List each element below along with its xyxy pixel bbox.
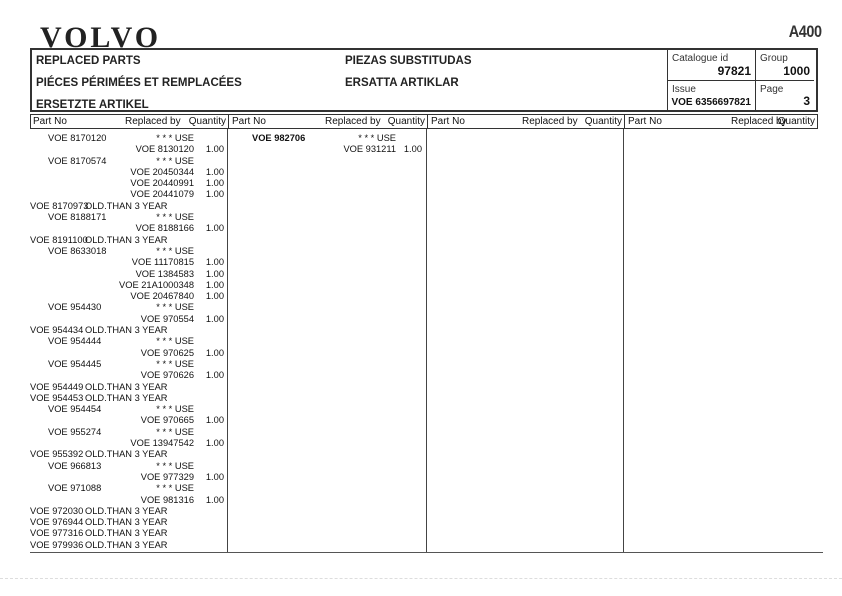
replacement-note: OLD.THAN 3 YEAR <box>85 200 168 211</box>
part-number: VOE 977316 <box>30 528 84 539</box>
table-row <box>30 528 230 539</box>
title-sv: ERSATTA ARTIKLAR <box>345 77 459 89</box>
table-row <box>30 506 230 517</box>
replacement-note: OLD.THAN 3 YEAR <box>85 392 168 403</box>
table-row <box>30 133 230 144</box>
quantity-value: 1.00 <box>205 144 224 155</box>
column-group-2 <box>228 115 427 128</box>
quantity-value: 1.00 <box>205 291 224 302</box>
quantity-value: 1.00 <box>205 438 224 449</box>
table-row <box>30 449 230 460</box>
replaced-by-value: * * * USE <box>156 302 194 313</box>
part-number: VOE 8191100 <box>30 234 88 245</box>
part-number: VOE 954430 <box>48 302 102 313</box>
column-divider <box>426 129 427 552</box>
table-row <box>30 517 230 528</box>
replaced-by-value: * * * USE <box>156 245 194 256</box>
table-row <box>30 189 230 200</box>
quantity-value: 1.00 <box>205 189 224 200</box>
part-number: VOE 954449 <box>30 381 84 392</box>
quantity-value: 1.00 <box>205 370 224 381</box>
part-number: VOE 972030 <box>30 505 84 516</box>
replaced-by-value: * * * USE <box>156 483 194 494</box>
replaced-by-value: VOE 20441079 <box>130 189 194 200</box>
table-row <box>30 393 230 404</box>
replaced-by-header: Replaced by <box>325 116 381 127</box>
table-row <box>30 427 230 438</box>
part-number: VOE 966813 <box>48 460 102 471</box>
replaced-by-value: * * * USE <box>156 133 194 143</box>
table-row <box>30 472 230 483</box>
table-row <box>30 223 230 234</box>
part-number: VOE 976944 <box>30 517 84 528</box>
issue-label: Issue <box>672 84 696 95</box>
issue-cell <box>668 81 756 110</box>
table-bottom-rule <box>30 552 823 553</box>
part-number: VOE 971088 <box>48 483 102 494</box>
table-row <box>30 212 230 223</box>
replaced-by-value: * * * USE <box>156 155 194 166</box>
table-row <box>30 201 230 212</box>
table-row <box>30 404 230 415</box>
title-de: ERSETZTE ARTIKEL <box>36 99 149 111</box>
quantity-value: 1.00 <box>205 415 224 426</box>
replaced-by-value: VOE 13947542 <box>130 438 194 449</box>
document-code: A400 <box>789 22 822 41</box>
replacement-note: OLD.THAN 3 YEAR <box>85 539 168 550</box>
table-row <box>30 370 230 381</box>
issue-value: VOE 6356697821 <box>671 97 751 108</box>
part-number: VOE 8170574 <box>48 155 107 166</box>
replaced-by-value: * * * USE <box>156 460 194 471</box>
table-row <box>30 291 230 302</box>
replaced-by-value: VOE 970626 <box>140 370 194 381</box>
part-number: VOE 955274 <box>48 426 102 437</box>
table-row <box>30 314 230 325</box>
part-no-header: Part No <box>232 116 266 127</box>
title-fr: PIÉCES PÉRIMÉES ET REMPLACÉES <box>36 77 242 89</box>
table-row <box>30 269 230 280</box>
replaced-by-value: VOE 21A1000348 <box>119 279 194 290</box>
table-row <box>30 348 230 359</box>
replaced-by-value: VOE 11170815 <box>131 257 194 268</box>
table-row <box>30 144 230 155</box>
quantity-value: 1.00 <box>205 313 224 324</box>
volvo-logo: VOLVO <box>40 21 162 54</box>
replacement-note: OLD.THAN 3 YEAR <box>85 234 168 245</box>
group-cell <box>756 50 814 81</box>
quantity-value: 1.00 <box>205 494 224 505</box>
part-number: VOE 954453 <box>30 392 84 403</box>
replacement-note: OLD.THAN 3 YEAR <box>85 325 168 336</box>
replaced-by-value: * * * USE <box>156 358 194 369</box>
table-row <box>30 461 230 472</box>
replaced-by-value: VOE 20450344 <box>130 166 194 177</box>
replaced-by-value: VOE 931211 <box>343 144 396 155</box>
part-number: VOE 8188171 <box>48 212 107 223</box>
replaced-by-value: VOE 977329 <box>140 471 194 482</box>
column-group-3 <box>427 115 624 128</box>
table-row <box>30 280 230 291</box>
column-1-list <box>30 133 230 551</box>
catalogue-value: 97821 <box>717 64 751 78</box>
replaced-by-value: VOE 20440991 <box>130 178 194 189</box>
quantity-value: 1.00 <box>205 347 224 358</box>
column-header-row <box>30 114 818 129</box>
quantity-value: 1.00 <box>205 279 224 290</box>
part-number: VOE 979936 <box>30 539 84 550</box>
quantity-header: Quantity <box>387 116 425 127</box>
table-row <box>30 495 230 506</box>
part-number: VOE 954445 <box>48 358 102 369</box>
quantity-value: 1.00 <box>205 471 224 482</box>
replacement-note: OLD.THAN 3 YEAR <box>85 517 168 528</box>
part-number: VOE 8170973 <box>30 200 89 211</box>
part-number: VOE 8633018 <box>48 245 107 256</box>
page-label: Page <box>760 84 784 95</box>
replaced-by-value: VOE 970625 <box>140 347 194 358</box>
column-group-1 <box>31 115 228 128</box>
replaced-by-value: VOE 1384583 <box>135 268 194 279</box>
replaced-by-value: VOE 970554 <box>140 313 194 324</box>
column-divider <box>623 129 624 552</box>
quantity-value: 1.00 <box>403 144 422 155</box>
replaced-by-value: * * * USE <box>358 133 396 143</box>
quantity-header: Quantity <box>584 116 622 127</box>
table-row <box>30 235 230 246</box>
catalogue-label: Catalogue id <box>672 53 729 64</box>
replaced-by-value: VOE 8188166 <box>135 223 194 234</box>
quantity-header: Quantity <box>777 116 815 127</box>
replaced-by-value: * * * USE <box>156 212 194 223</box>
table-row <box>30 382 230 393</box>
part-number: VOE 954434 <box>30 325 84 336</box>
group-label: Group <box>760 53 788 64</box>
page-value: 3 <box>803 94 810 108</box>
replaced-by-value: VOE 20467840 <box>130 291 194 302</box>
replaced-by-value: VOE 970665 <box>140 415 194 426</box>
part-no-header: Part No <box>431 116 465 127</box>
page-cell <box>756 81 814 110</box>
table-row <box>30 246 230 257</box>
table-row <box>232 144 424 155</box>
table-row <box>30 178 230 189</box>
replaced-by-header: Replaced by <box>731 116 787 127</box>
title-es: PIEZAS SUBSTITUDAS <box>345 55 472 67</box>
table-row <box>30 483 230 494</box>
part-number: VOE 954444 <box>48 336 102 347</box>
table-row <box>30 156 230 167</box>
table-row <box>30 336 230 347</box>
part-no-header: Part No <box>628 116 662 127</box>
replacement-note: OLD.THAN 3 YEAR <box>85 505 168 516</box>
replaced-by-value: * * * USE <box>156 426 194 437</box>
replacement-note: OLD.THAN 3 YEAR <box>85 449 168 460</box>
replaced-by-header: Replaced by <box>522 116 578 127</box>
table-row <box>30 540 230 551</box>
quantity-value: 1.00 <box>205 223 224 234</box>
quantity-value: 1.00 <box>205 257 224 268</box>
replaced-by-value: * * * USE <box>156 404 194 415</box>
table-row <box>30 438 230 449</box>
part-number: VOE 8170120 <box>48 133 107 143</box>
header-block <box>30 48 818 112</box>
replaced-by-header: Replaced by <box>125 116 181 127</box>
table-row <box>30 325 230 336</box>
part-number: VOE 954454 <box>48 404 102 415</box>
column-2-list <box>232 133 424 156</box>
quantity-value: 1.00 <box>205 166 224 177</box>
quantity-value: 1.00 <box>205 178 224 189</box>
part-number: VOE 955392 <box>30 449 84 460</box>
catalogue-info <box>667 50 816 110</box>
quantity-header: Quantity <box>188 116 226 127</box>
quantity-value: 1.00 <box>205 268 224 279</box>
title-en: REPLACED PARTS <box>36 55 141 67</box>
table-row <box>30 167 230 178</box>
catalogue-cell <box>668 50 756 81</box>
replacement-note: OLD.THAN 3 YEAR <box>85 528 168 539</box>
table-row <box>30 359 230 370</box>
table-row <box>232 133 424 144</box>
part-no-header: Part No <box>33 116 67 127</box>
replacement-note: OLD.THAN 3 YEAR <box>85 381 168 392</box>
page-fold-line <box>0 578 842 587</box>
replaced-by-value: VOE 981316 <box>140 494 194 505</box>
column-group-4 <box>624 115 817 128</box>
group-value: 1000 <box>783 64 810 78</box>
table-row <box>30 302 230 313</box>
table-row <box>30 415 230 426</box>
replaced-by-value: * * * USE <box>156 336 194 347</box>
table-row <box>30 257 230 268</box>
replaced-by-value: VOE 8130120 <box>135 144 194 155</box>
part-number: VOE 982706 <box>252 133 306 143</box>
